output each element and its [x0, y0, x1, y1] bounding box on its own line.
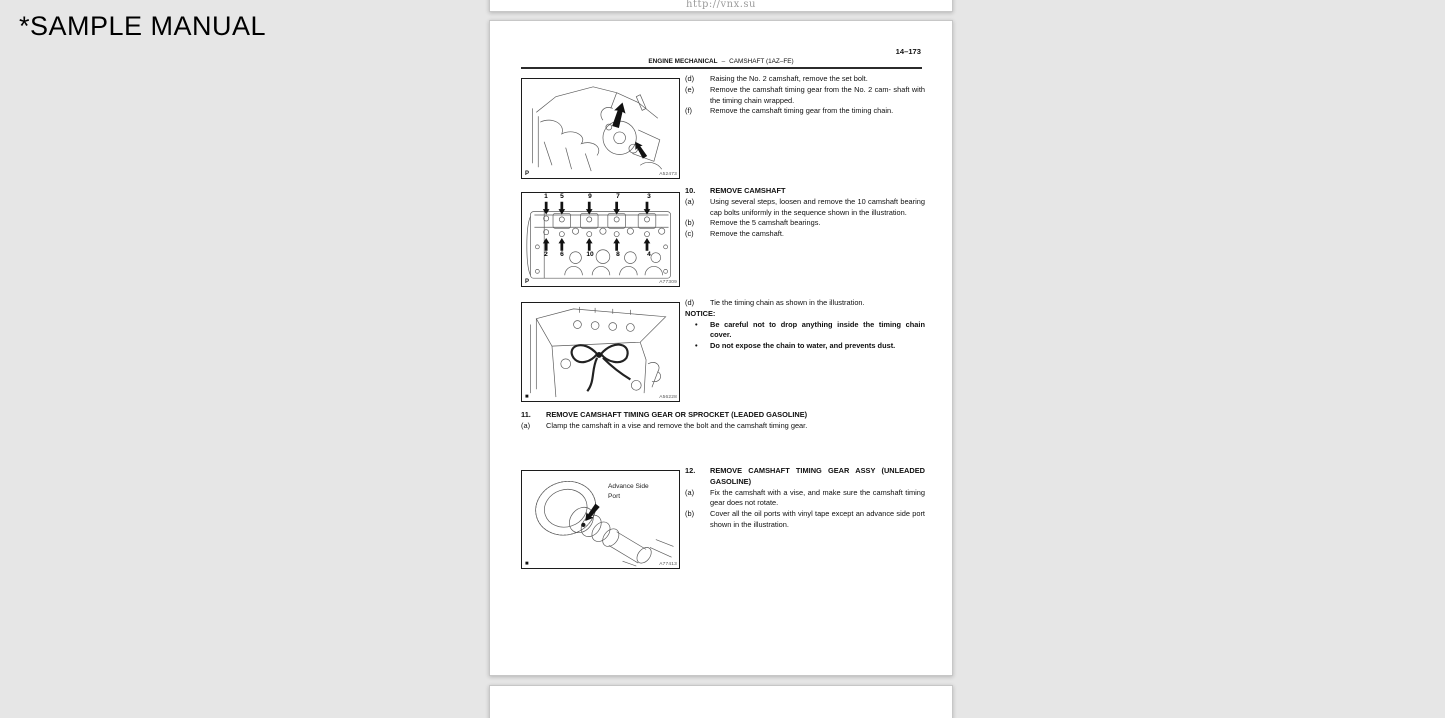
step-item	[685, 298, 925, 309]
section-title: REMOVE CAMSHAFT	[710, 186, 786, 195]
notice-bullet-item	[685, 341, 925, 352]
tied-chain-illustration	[522, 303, 679, 401]
step-text: Remove the camshaft timing gear from the No. 2 cam- shaft with the timing chain wrapped.	[710, 84, 925, 105]
bolt-number: 8	[616, 251, 620, 258]
section-11-remove-timing-gear	[521, 410, 925, 432]
step-label: (e)	[685, 84, 695, 94]
step-label: (a)	[521, 420, 531, 430]
section-heading	[685, 186, 925, 197]
section-12-remove-timing-gear-assy	[685, 466, 925, 531]
bolt-number-overlay	[522, 193, 679, 286]
manual-page	[489, 20, 953, 676]
sample-watermark-label: *SAMPLE MANUAL	[19, 11, 267, 41]
header-separator: –	[721, 58, 726, 65]
step-text: Remove the 5 camshaft bearings.	[710, 218, 821, 228]
step-item	[521, 421, 925, 432]
page-number: 14–173	[895, 47, 921, 56]
step-item	[685, 218, 925, 229]
next-page-edge	[489, 685, 953, 718]
section-10-remove-camshaft	[685, 186, 925, 240]
step-item	[685, 229, 925, 240]
bolt-number: 9	[588, 193, 592, 200]
step-label: (b)	[685, 509, 695, 519]
url-watermark: http://vnx.su	[686, 0, 756, 10]
step-text: Fix the camshaft with a vise, and make sure the camshaft timing gear does not rotate.	[710, 487, 925, 508]
section-number: 12.	[685, 466, 696, 475]
notice-block	[685, 298, 925, 352]
step-text: Tie the timing chain as shown in the illustration.	[710, 298, 865, 307]
step-label: (a)	[685, 196, 695, 206]
figure-bolt-sequence	[521, 192, 680, 287]
bolt-number: 1	[544, 193, 548, 200]
bolt-number: 4	[647, 251, 651, 258]
step-block-def	[685, 74, 925, 117]
notice-title: NOTICE:	[685, 308, 716, 318]
notice-text: Do not expose the chain to water, and prevents dust.	[710, 341, 896, 351]
figure-advance-side-port	[521, 470, 680, 569]
figure-code: A77309	[659, 280, 677, 285]
figure-callout-overlay	[522, 471, 679, 568]
bolt-number: 3	[647, 193, 651, 200]
notice-heading	[685, 309, 925, 320]
previous-page-edge	[489, 0, 953, 12]
figure-corner-mark: P	[525, 279, 530, 285]
step-label: (a)	[685, 487, 695, 497]
step-label: (d)	[685, 74, 695, 83]
header-rule	[521, 67, 922, 69]
step-text: Remove the camshaft.	[710, 229, 784, 239]
step-item	[685, 197, 925, 219]
step-item	[685, 85, 925, 107]
step-label: (c)	[685, 229, 694, 239]
step-text: Cover all the oil ports with vinyl tape except an advance side port shown in the illustration.	[710, 509, 925, 529]
step-text: Clamp the camshaft in a vise and remove the bolt and the camshaft timing gear.	[546, 420, 808, 430]
notice-bullet-item	[685, 320, 925, 342]
figure-corner-mark: ■	[525, 561, 529, 567]
step-label: (f)	[685, 106, 692, 116]
section-heading	[685, 466, 925, 488]
figure-camshaft-gear-removal	[521, 78, 680, 179]
bolt-number: 5	[560, 193, 564, 200]
figure-tied-timing-chain	[521, 302, 680, 402]
bolt-number: 10	[586, 251, 594, 258]
page-header	[490, 58, 952, 65]
figure-code: A56228	[659, 395, 677, 400]
step-label: (b)	[685, 218, 695, 228]
section-title: REMOVE CAMSHAFT TIMING GEAR OR SPROCKET (LEADED GASOLINE)	[546, 410, 808, 419]
figure-code: A77413	[659, 562, 677, 567]
figure-corner-mark: P	[525, 171, 530, 177]
header-section: ENGINE MECHANICAL	[648, 58, 718, 65]
step-item	[685, 74, 925, 85]
step-text: Raising the No. 2 camshaft, remove the set bolt.	[710, 74, 868, 83]
bolt-number: 6	[560, 251, 564, 258]
step-item	[685, 488, 925, 510]
step-text: Remove the camshaft timing gear from the timing chain.	[710, 106, 894, 116]
section-heading	[521, 410, 925, 421]
section-title: REMOVE CAMSHAFT TIMING GEAR ASSY (UNLEADED GASOLINE)	[710, 466, 925, 486]
step-item	[685, 106, 925, 117]
section-number: 10.	[685, 186, 696, 195]
engine-illustration	[522, 79, 679, 178]
header-subsection: CAMSHAFT (1AZ–FE)	[729, 58, 794, 65]
step-text: Using several steps, loosen and remove the 10 camshaft bearing cap bolts uniformly in the sequence shown in the illustration.	[710, 196, 925, 217]
bullet-mark: •	[695, 341, 698, 351]
bolt-number: 2	[544, 251, 548, 258]
notice-text: Be careful not to drop anything inside the timing chain cover.	[710, 319, 925, 340]
figure-corner-mark: ■	[525, 394, 529, 400]
step-item	[685, 509, 925, 531]
bolt-number: 7	[616, 193, 620, 200]
step-label: (d)	[685, 298, 695, 307]
advance-side-port-label: Advance Side Port	[608, 483, 649, 500]
section-number: 11.	[521, 410, 531, 419]
figure-code: A52473	[659, 172, 677, 177]
bullet-mark: •	[695, 319, 698, 329]
